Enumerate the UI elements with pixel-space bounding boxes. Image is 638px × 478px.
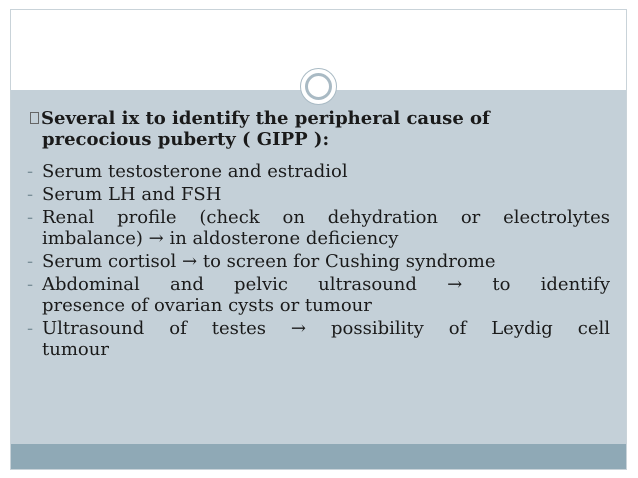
missing-glyph-box-icon	[30, 112, 39, 124]
bullet-dash: -	[27, 274, 34, 295]
circle-ornament-icon	[305, 73, 332, 100]
list-item-line-1: Serum LH and FSH	[42, 184, 222, 205]
list-item	[27, 251, 610, 272]
body-text	[27, 108, 610, 362]
list-item-line-1: Serum cortisol → to screen for Cushing syndrome	[42, 251, 496, 272]
list-item-line-1: Serum testosterone and estradiol	[42, 161, 348, 182]
intro-paragraph	[30, 108, 610, 150]
list-item	[27, 274, 610, 316]
list-item	[27, 161, 610, 182]
bullet-dash: -	[27, 161, 34, 182]
list-item	[27, 184, 610, 205]
bullet-dash: -	[27, 251, 34, 272]
list-item-line-1: Ultrasound of testes → possibility of Leydig cell	[42, 318, 610, 339]
list-item	[27, 318, 610, 360]
intro-line-2: precocious puberty ( GIPP ):	[42, 129, 330, 150]
investigation-list	[27, 161, 610, 360]
list-item-line-1: Renal profile (check on dehydration or electrolytes	[42, 207, 610, 228]
bullet-dash: -	[27, 207, 34, 228]
list-item-line-2: presence of ovarian cysts or tumour	[42, 295, 372, 316]
bullet-dash: -	[27, 318, 34, 339]
list-item	[27, 207, 610, 249]
list-item-line-2: imbalance) → in aldosterone deficiency	[42, 228, 399, 249]
list-item-line-2: tumour	[42, 339, 109, 360]
bullet-dash: -	[27, 184, 34, 205]
list-item-line-1: Abdominal and pelvic ultrasound → to identify	[42, 274, 610, 295]
intro-line-1: Several ix to identify the peripheral cause of	[41, 108, 490, 129]
